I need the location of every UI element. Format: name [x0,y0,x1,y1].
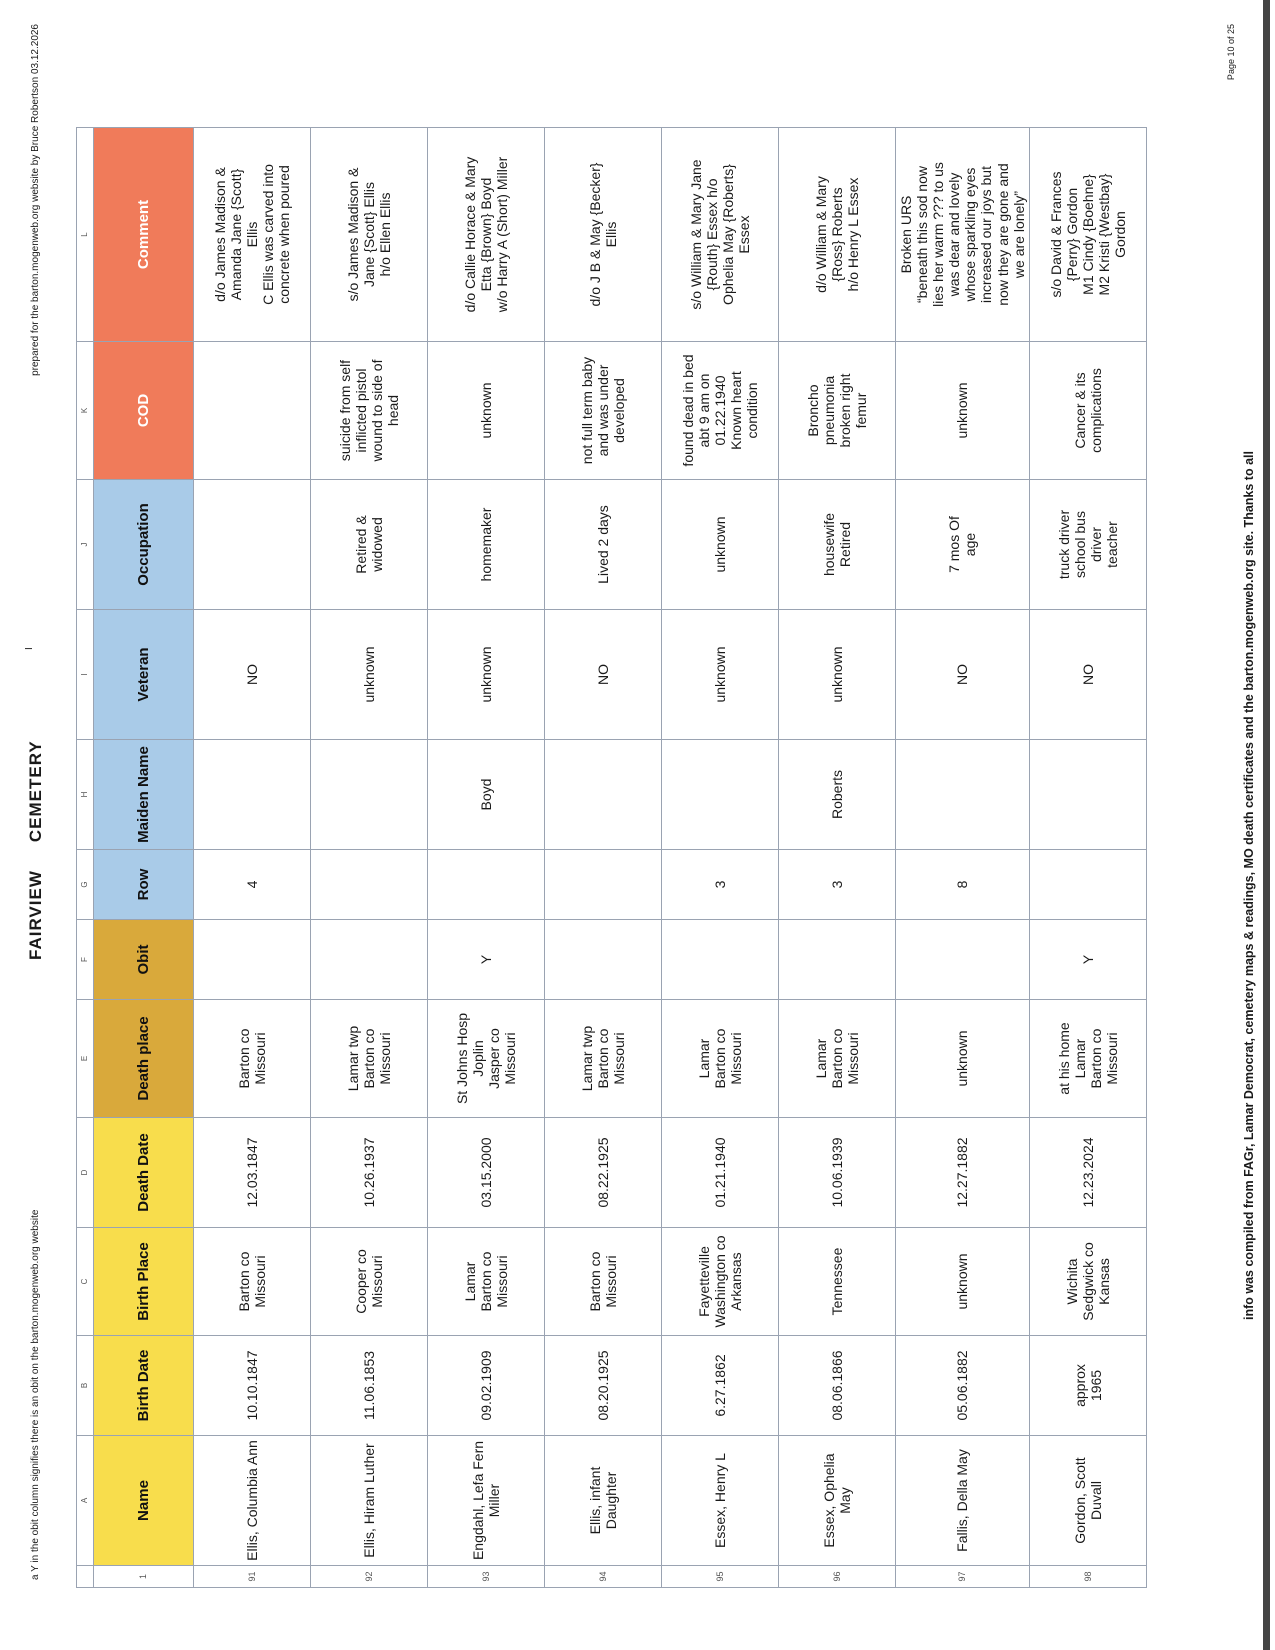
column-letter-a: A [77,1436,94,1566]
cell-name: Fallis, Della May [896,1436,1030,1566]
cell-death-date: 10.26.1937 [311,1118,428,1228]
row-number: 92 [311,1566,428,1588]
cell-occupation: Retired & widowed [311,480,428,610]
cell-name: Ellis, infant Daughter [545,1436,662,1566]
cell-row: 3 [662,850,779,920]
cell-name: Essex, Henry L [662,1436,779,1566]
header-row [94,128,194,1588]
cell-birth-place: unknown [896,1228,1030,1336]
cell-row: 8 [896,850,1030,920]
cell-obit [896,920,1030,1000]
column-letter-e: E [77,1000,94,1118]
cell-name: Gordon, Scott Duvall [1029,1436,1146,1566]
title-tick-mark: I [24,647,35,650]
header-veteran: Veteran [94,610,194,740]
cell-row [545,850,662,920]
header-occupation: Occupation [94,480,194,610]
prepared-by-note: prepared for the barton.mogenweb.org website by Bruce Robertson 03.12.2026 [30,24,41,376]
cell-cod: unknown [428,342,545,480]
cell-birth-date: 05.06.1882 [896,1336,1030,1436]
title-fairview: FAIRVIEW [26,870,45,960]
cell-comment: d/o William & Mary {Ross} Roberts h/o Henry L Essex [779,128,896,342]
row-number: 96 [779,1566,896,1588]
table-row [1029,128,1146,1588]
cell-birth-place: Barton co Missouri [545,1228,662,1336]
cell-obit [779,920,896,1000]
cell-occupation: truck driver school bus driver teacher [1029,480,1146,610]
column-letters-row [77,128,94,1588]
cell-veteran: unknown [662,610,779,740]
header-name: Name [94,1436,194,1566]
cell-maiden-name [545,740,662,850]
title-cemetery: CEMETERY [26,740,45,843]
cell-death-date: 12.27.1882 [896,1118,1030,1228]
cell-obit [311,920,428,1000]
cell-death-date: 03.15.2000 [428,1118,545,1228]
cell-birth-place: Cooper co Missouri [311,1228,428,1336]
cell-death-place: St Johns Hosp Joplin Jasper co Missouri [428,1000,545,1118]
row-number: 93 [428,1566,545,1588]
cell-obit [662,920,779,1000]
cell-obit: Y [428,920,545,1000]
cell-cod: found dead in bed abt 9 am on 01.22.1940 Known heart condition [662,342,779,480]
cell-maiden-name: Roberts [779,740,896,850]
cell-name: Engdahl, Lefa Fern Miller [428,1436,545,1566]
cell-cod: suicide from self inflicted pistol wound to side of head [311,342,428,480]
cell-comment: Broken URS “beneath this sod now lies her warm ??? to us was dear and lovely whose sparkling eyes increased our joys but now they are gone and we are lonely” [896,128,1030,342]
cell-birth-date: 08.06.1866 [779,1336,896,1436]
page-title [26,740,46,960]
cell-obit [545,920,662,1000]
cell-birth-place: Lamar Barton co Missouri [428,1228,545,1336]
cell-veteran: NO [896,610,1030,740]
cell-death-date: 01.21.1940 [662,1118,779,1228]
cell-birth-date: 6.27.1862 [662,1336,779,1436]
cell-death-place: Barton co Missouri [194,1000,311,1118]
cell-veteran: NO [1029,610,1146,740]
cell-row: 3 [779,850,896,920]
cell-birth-place: Wichita Sedgwick co Kansas [1029,1228,1146,1336]
cell-death-place: Lamar Barton co Missouri [779,1000,896,1118]
cell-occupation: Lived 2 days [545,480,662,610]
cell-row [1029,850,1146,920]
header-cod: COD [94,342,194,480]
column-letter-i: I [77,610,94,740]
cell-comment: s/o James Madison & Jane {Scott} Ellis h/o Ellen Ellis [311,128,428,342]
table-row [311,128,428,1588]
burial-table [76,127,1147,1588]
header-row-number: 1 [94,1566,194,1588]
column-letter-d: D [77,1118,94,1228]
cell-veteran: unknown [311,610,428,740]
header-row: Row [94,850,194,920]
row-number: 97 [896,1566,1030,1588]
column-letter-b: B [77,1336,94,1436]
cell-death-place: at his home Lamar Barton co Missouri [1029,1000,1146,1118]
cell-occupation: housewife Retired [779,480,896,610]
cell-birth-date: 10.10.1847 [194,1336,311,1436]
table-row [896,128,1030,1588]
column-letter-g: G [77,850,94,920]
row-number: 98 [1029,1566,1146,1588]
corner-cell [77,1566,94,1588]
cell-death-place: unknown [896,1000,1030,1118]
cell-cod: not full term baby and was under developed [545,342,662,480]
row-number: 94 [545,1566,662,1588]
cell-veteran: unknown [779,610,896,740]
cell-maiden-name [896,740,1030,850]
header-birth-place: Birth Place [94,1228,194,1336]
cell-comment: d/o J B & May {Becker} Ellis [545,128,662,342]
column-letter-f: F [77,920,94,1000]
cell-row [311,850,428,920]
table-row [662,128,779,1588]
cell-obit [194,920,311,1000]
table-row [779,128,896,1588]
table-row [428,128,545,1588]
cell-cod: Cancer & its complications [1029,342,1146,480]
cell-obit: Y [1029,920,1146,1000]
cell-maiden-name [662,740,779,850]
table-row [194,128,311,1588]
cell-death-place: Lamar twp Barton co Missouri [311,1000,428,1118]
cell-row [428,850,545,920]
sources-footer: info was compiled from FAGr, Lamar Democrat, cemetery maps & readings, MO death certificates and the barton.mogenweb.org site. Thanks to all [1242,451,1256,1320]
cell-birth-date: 08.20.1925 [545,1336,662,1436]
row-number: 91 [194,1566,311,1588]
cell-death-date: 10.06.1939 [779,1118,896,1228]
table-row [545,128,662,1588]
cell-birth-date: 11.06.1853 [311,1336,428,1436]
column-letter-l: L [77,128,94,342]
cell-cod: unknown [896,342,1030,480]
cell-occupation: unknown [662,480,779,610]
cell-death-place: Lamar twp Barton co Missouri [545,1000,662,1118]
cell-comment: d/o James Madison & Amanda Jane {Scott} Ellis C Ellis was carved into concrete when poured [194,128,311,342]
cell-birth-place: Fayetteville Washington co Arkansas [662,1228,779,1336]
header-birth-date: Birth Date [94,1336,194,1436]
cell-veteran: NO [194,610,311,740]
column-letter-j: J [77,480,94,610]
cell-occupation: homemaker [428,480,545,610]
cell-comment: s/o William & Mary Jane {Routh} Essex h/o Ophelia May {Roberts} Essex [662,128,779,342]
page-number: Page 10 of 25 [1226,24,1236,81]
obit-note: a Y in the obit column signifies there is an obit on the barton.mogenweb.org website [30,1209,41,1580]
cell-death-place: Lamar Barton co Missouri [662,1000,779,1118]
cell-occupation [194,480,311,610]
cell-birth-date: approx 1965 [1029,1336,1146,1436]
cell-maiden-name [194,740,311,850]
cell-death-date: 08.22.1925 [545,1118,662,1228]
header-death-date: Death Date [94,1118,194,1228]
cell-cod: Broncho pneumonia broken right femur [779,342,896,480]
cell-death-date: 12.03.1847 [194,1118,311,1228]
header-obit: Obit [94,920,194,1000]
bottom-rule [1263,0,1270,1650]
cell-maiden-name: Boyd [428,740,545,850]
cell-name: Ellis, Columbia Ann [194,1436,311,1566]
cell-name: Essex, Ophelia May [779,1436,896,1566]
cell-name: Ellis, Hiram Luther [311,1436,428,1566]
header-maiden-name: Maiden Name [94,740,194,850]
cell-comment: d/o Callie Horace & Mary Etta {Brown} Boyd w/o Harry A (Short) Miller [428,128,545,342]
cell-veteran: unknown [428,610,545,740]
cell-birth-date: 09.02.1909 [428,1336,545,1436]
header-comment: Comment [94,128,194,342]
column-letter-k: K [77,342,94,480]
cell-birth-place: Tennessee [779,1228,896,1336]
cell-row: 4 [194,850,311,920]
cell-comment: s/o David & Frances {Perry} Gordon M1 Cindy {Boehne} M2 Kristi {Westbay} Gordon [1029,128,1146,342]
cell-birth-place: Barton co Missouri [194,1228,311,1336]
header-death-place: Death place [94,1000,194,1118]
cell-veteran: NO [545,610,662,740]
column-letter-h: H [77,740,94,850]
row-number: 95 [662,1566,779,1588]
cell-cod [194,342,311,480]
cell-maiden-name [1029,740,1146,850]
cell-occupation: 7 mos Of age [896,480,1030,610]
column-letter-c: C [77,1228,94,1336]
cell-maiden-name [311,740,428,850]
cell-death-date: 12.23.2024 [1029,1118,1146,1228]
